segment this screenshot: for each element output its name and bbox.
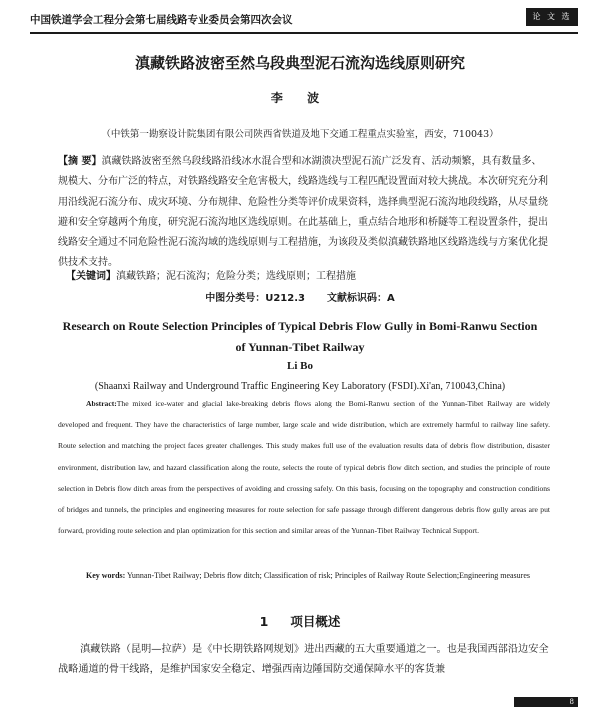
paper-title-cn: 滇藏铁路波密至然乌段典型泥石流沟选线原则研究 <box>134 54 465 72</box>
abstract-cn <box>58 152 550 274</box>
keywords-cn <box>66 268 550 286</box>
paper-title-en: Research on Route Selection Principles of Typical Debris Flow Gully in Bomi-Ranwu Section of Yunnan-Tibet Railway <box>62 319 538 354</box>
abstract-en-label: Abstract: <box>86 399 117 408</box>
keywords-en-label: Key words: <box>86 571 126 580</box>
body-paragraph: 滇藏铁路（昆明—拉萨）是《中长期铁路网规划》进出西藏的五大重要通道之一。也是我国西部沿边安全战略通道的骨干线路，是维护国家安全稳定、增强西南边陲国防交通保障水平的客货兼 <box>58 644 549 675</box>
affiliation-cn: （中铁第一勘察设计院集团有限公司陕西省铁道及地下交通工程重点实验室，西安，710043） <box>101 129 499 140</box>
abstract-cn-text: 滇藏铁路波密至然乌段线路沿线冰水混合型和冰湖溃决型泥石流广泛发育、活动频繁，具有数量多、规模大、分布广泛的特点，对铁路线路安全危害极大，线路选线与工程匹配设置面对较大挑战。本次研究充分利用沿线泥石流分布、成灾环境、分布规律、危险性分类等评价成果资料，选择典型泥石流沟地段线路，从尽量绕避和安全穿越两个角度，研究泥石流沟地区选线原则。在此基础上，重点结合地形和桥隧等工程设置条件，提出线路安全通过不同危险性泥石流沟域的选线原则与工程措施，为该段及类似滇藏铁路地区线路选线与方案优化提供技术支持。 <box>58 156 548 269</box>
page-number: 8 <box>514 697 578 707</box>
clc-number: 中图分类号：U212.3 <box>205 293 305 304</box>
section-number: 1 <box>259 614 269 629</box>
abstract-en-text: The mixed ice-water and glacial lake-breaking debris flows along the Bomi-Ranwu section of the Yunnan-Tibet Railway are widely developed and frequent. They have the characteristics of large number, large scale and wide distribution, which are extremely harmful to railway line safety. Route selection and matching the project faces greater challenges. This study makes full use of the evaluation results data of debris flow distribution, disaster environment, distribution law, and hazard classification along the route, selects the route of typical debris flow ditch section, and studies the principle of route selection in Debris flow ditch areas from the perspectives of avoiding and crossing safely. On this basis, focusing on the topography and construction conditions of bridges and tunnels, the principles and engineering measures for route selection for safe passage through different dangerous debris flow gully areas are put forward, providing route selection and plan optimization for this section and similar areas of the Yunnan-Tibet Railway Technical Support. <box>58 399 550 536</box>
keywords-cn-label: 【关键词】 <box>66 271 116 282</box>
running-header <box>30 8 578 34</box>
author-en: Li Bo <box>287 360 313 372</box>
journal-name: 中国铁道学会工程分会第七届线路专业委员会第四次会议 <box>30 14 293 26</box>
section-stamp: 论 文 选 <box>526 8 578 26</box>
keywords-en <box>58 566 550 585</box>
author-cn: 李 波 <box>270 91 330 105</box>
abstract-cn-label: 【摘 要】 <box>58 156 102 167</box>
section-title: 项目概述 <box>290 614 341 629</box>
abstract-en <box>58 393 550 541</box>
affiliation-en: (Shaanxi Railway and Underground Traffic Engineering Key Laboratory (FSDI).Xi'an, 710043,China) <box>94 381 506 392</box>
section-heading <box>0 612 600 630</box>
keywords-cn-text: 滇藏铁路；泥石流沟；危险分类；选线原则；工程措施 <box>116 271 356 282</box>
keywords-en-text: Yunnan-Tibet Railway; Debris flow ditch; Classification of risk; Principles of Railway Route Selection;Engineering measures <box>127 571 530 580</box>
classification-line <box>0 289 600 304</box>
document-code: 文献标识码：A <box>327 293 395 304</box>
